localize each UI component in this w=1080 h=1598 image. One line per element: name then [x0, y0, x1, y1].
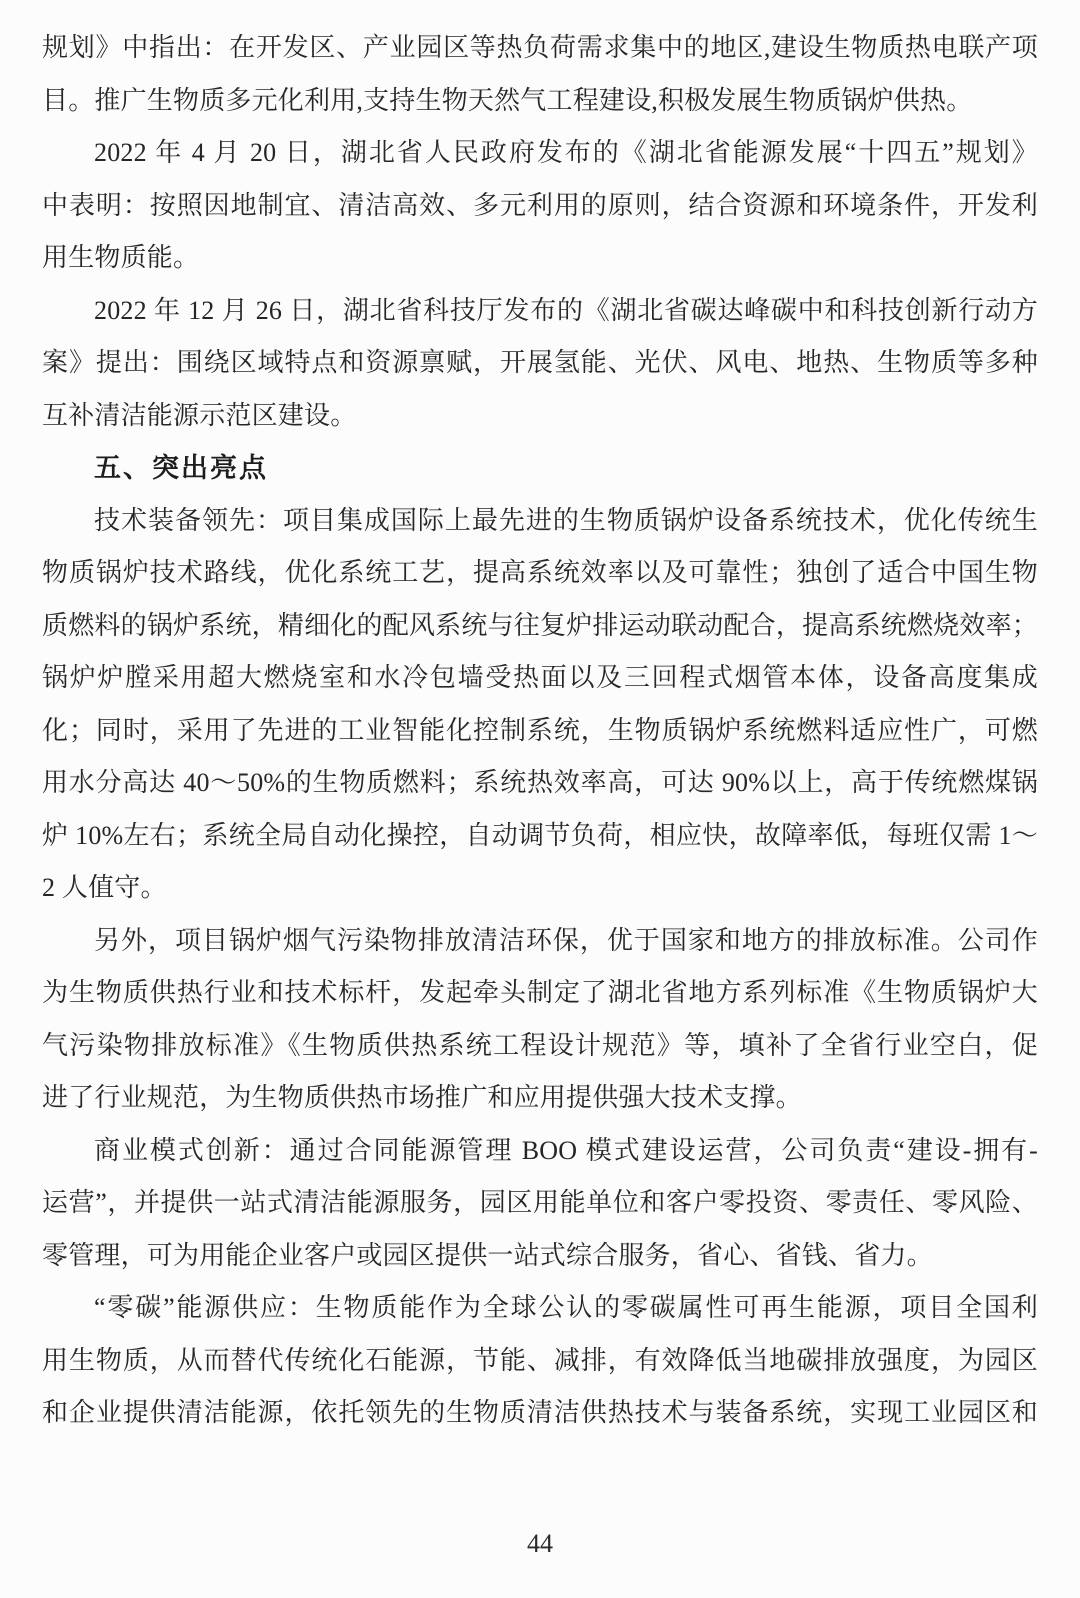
text-line: 化；同时，采用了先进的工业智能化控制系统，生物质锅炉系统燃料适应性广，可燃 [42, 715, 1038, 745]
text-line: 物质锅炉技术路线，优化系统工艺，提高系统效率以及可靠性；独创了适合中国生物 [42, 558, 1038, 587]
text-line: 案》提出：围绕区域特点和资源禀赋，开展氢能、光伏、风电、地热、生物质等多种 [42, 348, 1038, 377]
page-number: 44 [527, 1529, 553, 1558]
section-heading: 五、突出亮点 [94, 453, 268, 483]
text-line: 运营”，并提供一站式清洁能源服务，园区用能单位和客户零投资、零责任、零风险、 [42, 1188, 1038, 1217]
text-line: 互补清洁能源示范区建设。 [42, 400, 357, 430]
text-line: 用水分高达 40～50%的生物质燃料；系统热效率高，可达 90%以上，高于传统燃煤锅 [42, 768, 1038, 797]
text-line: 和企业提供清洁能源，依托领先的生物质清洁供热技术与装备系统，实现工业园区和 [42, 1398, 1038, 1427]
document-body [42, 22, 1038, 1440]
text-line: 气污染物排放标准》《生物质供热系统工程设计规范》等，填补了全省行业空白，促 [42, 1030, 1038, 1060]
text-line: 商业模式创新：通过合同能源管理 BOO 模式建设运营，公司负责“建设-拥有- [94, 1135, 1038, 1165]
text-line: 目。推广生物质多元化利用,支持生物天然气工程建设,积极发展生物质锅炉供热。 [42, 85, 973, 115]
text-line: 质燃料的锅炉系统，精细化的配风系统与往复炉排运动联动配合，提高系统燃烧效率； [42, 610, 1038, 640]
text-line: 规划》中指出：在开发区、产业园区等热负荷需求集中的地区,建设生物质热电联产项 [42, 33, 1038, 62]
text-line: 2022 年 12 月 26 日，湖北省科技厅发布的《湖北省碳达峰碳中和科技创新行动方 [94, 295, 1038, 325]
text-line: “零碳”能源供应：生物质能作为全球公认的零碳属性可再生能源，项目全国利 [94, 1293, 1038, 1322]
text-line: 2022 年 4 月 20 日，湖北省人民政府发布的《湖北省能源发展“十四五”规划》 [94, 138, 1038, 167]
text-line: 锅炉炉膛采用超大燃烧室和水冷包墙受热面以及三回程式烟管本体，设备高度集成 [42, 663, 1038, 692]
text-line: 技术装备领先：项目集成国际上最先进的生物质锅炉设备系统技术，优化传统生 [94, 505, 1038, 535]
text-line: 2 人值守。 [42, 873, 167, 902]
text-line: 零管理，可为用能企业客户或园区提供一站式综合服务，省心、省钱、省力。 [42, 1240, 933, 1270]
text-line: 用生物质，从而替代传统化石能源，节能、减排，有效降低当地碳排放强度，为园区 [42, 1345, 1038, 1375]
text-line: 进了行业规范，为生物质供热市场推广和应用提供强大技术支撑。 [42, 1083, 802, 1112]
text-line: 用生物质能。 [42, 243, 200, 272]
text-line: 为生物质供热行业和技术标杆，发起牵头制定了湖北省地方系列标准《生物质锅炉大 [42, 978, 1038, 1007]
text-line: 另外，项目锅炉烟气污染物排放清洁环保，优于国家和地方的排放标准。公司作 [94, 925, 1038, 955]
text-line: 中表明：按照因地制宜、清洁高效、多元利用的原则，结合资源和环境条件，开发利 [42, 190, 1038, 220]
text-line: 炉 10%左右；系统全局自动化操控，自动调节负荷，相应快，故障率低，每班仅需 1～ [42, 820, 1038, 850]
